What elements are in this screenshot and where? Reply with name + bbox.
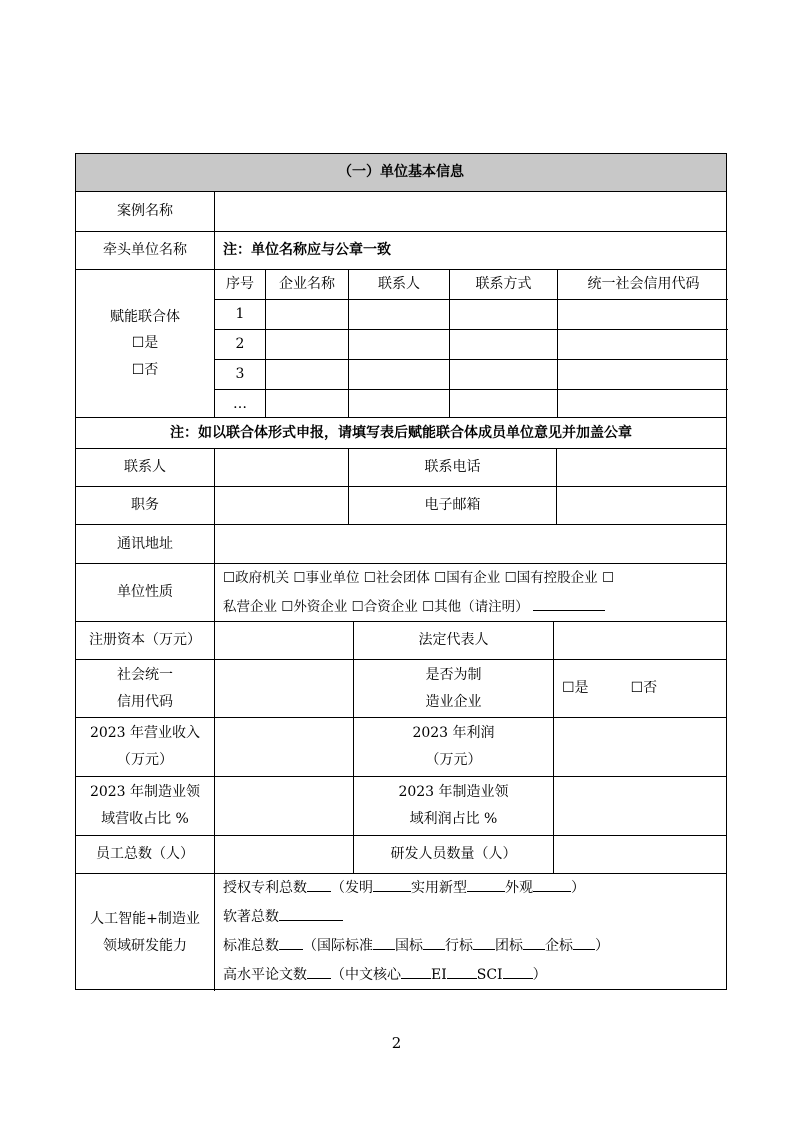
member-credit-code-field[interactable] bbox=[557, 300, 729, 329]
standards-label: 标准总数 bbox=[223, 938, 279, 954]
unit-nature-line-1[interactable]: ☐政府机关 ☐事业单位 ☐社会团体 ☐国有企业 ☐国有控股企业 ☐ bbox=[223, 570, 615, 586]
consortium-note-row bbox=[76, 417, 726, 448]
member-seq: … bbox=[233, 395, 247, 412]
patents-close: ） bbox=[571, 880, 585, 896]
mfg-profit-field[interactable] bbox=[553, 777, 728, 835]
credit-code-field[interactable] bbox=[214, 660, 353, 717]
col-seq: 序号 bbox=[226, 276, 254, 293]
member-contact-method-field[interactable] bbox=[449, 330, 557, 359]
col-contact-method: 联系方式 bbox=[449, 270, 557, 299]
standards-enterprise-label: 企标 bbox=[545, 938, 573, 954]
contact-row bbox=[76, 448, 726, 486]
papers-line bbox=[223, 961, 547, 990]
lead-unit-note[interactable]: 注：单位名称应与公章一致 bbox=[214, 232, 728, 269]
rd-capability-label-line-1: 人工智能+制造业 bbox=[90, 910, 200, 927]
email-label: 电子邮箱 bbox=[348, 487, 556, 524]
revenue-label bbox=[76, 718, 214, 776]
mfg-revenue-label bbox=[76, 777, 214, 835]
profit-field[interactable] bbox=[553, 718, 728, 776]
software-line bbox=[223, 903, 343, 932]
standards-enterprise-blank[interactable] bbox=[573, 935, 595, 950]
mfg-share-row bbox=[76, 776, 726, 835]
papers-sci-blank[interactable] bbox=[503, 964, 533, 979]
case-name-row bbox=[76, 191, 726, 231]
mfg-profit-label-line-2: 域利润占比 % bbox=[409, 811, 498, 827]
standards-industry-blank[interactable] bbox=[473, 935, 495, 950]
patents-line bbox=[223, 874, 585, 903]
profit-label-line-2: （万元） bbox=[425, 752, 482, 768]
position-row bbox=[76, 486, 726, 524]
standards-line bbox=[223, 932, 609, 961]
patents-invention-label: （发明 bbox=[331, 880, 373, 896]
case-name-field[interactable] bbox=[214, 192, 728, 231]
member-contact-field[interactable] bbox=[348, 300, 449, 329]
section-header-row bbox=[76, 154, 726, 191]
standards-group-label: 团标 bbox=[495, 938, 523, 954]
patents-design-label: 外观 bbox=[505, 880, 533, 896]
legal-rep-label: 法定代表人 bbox=[353, 622, 553, 659]
col-company: 企业名称 bbox=[265, 270, 348, 299]
is-manufacturer-no-checkbox[interactable]: ☐否 bbox=[630, 680, 658, 697]
member-contact-field[interactable] bbox=[348, 360, 449, 389]
unit-nature-row bbox=[76, 563, 726, 621]
consortium-member-row bbox=[215, 359, 728, 389]
rd-capability-label-line-2: 领域研发能力 bbox=[103, 937, 187, 954]
consortium-note: 注：如以联合体形式申报，请填写表后赋能联合体成员单位意见并加盖公章 bbox=[170, 424, 632, 441]
rd-capability-label bbox=[76, 874, 214, 991]
legal-rep-field[interactable] bbox=[553, 622, 728, 659]
other-specify-blank[interactable] bbox=[533, 596, 605, 611]
unit-nature-line-2-wrap bbox=[223, 593, 605, 622]
revenue-label-line-2: （万元） bbox=[117, 752, 173, 768]
revenue-field[interactable] bbox=[214, 718, 353, 776]
rd-staff-label: 研发人员数量（人） bbox=[353, 836, 553, 873]
standards-national-label: 国标 bbox=[395, 938, 423, 954]
standards-industry-label: 行标 bbox=[445, 938, 473, 954]
section-title: （一）单位基本信息 bbox=[76, 154, 726, 191]
papers-label: 高水平论文数 bbox=[223, 967, 307, 983]
consortium-member-row bbox=[215, 329, 728, 359]
unit-nature-line-2[interactable]: 私营企业 ☐外资企业 ☐合资企业 ☐其他（请注明） bbox=[223, 599, 529, 615]
patents-total-blank[interactable] bbox=[307, 877, 331, 892]
mfg-revenue-label-line-1: 2023 年制造业领 bbox=[89, 784, 201, 801]
member-seq: 1 bbox=[235, 306, 245, 323]
standards-intl-blank[interactable] bbox=[373, 935, 395, 950]
position-field[interactable] bbox=[214, 487, 348, 524]
standards-national-blank[interactable] bbox=[423, 935, 445, 950]
basic-info-table bbox=[75, 153, 727, 990]
address-label: 通讯地址 bbox=[117, 535, 173, 552]
consortium-label-cell bbox=[76, 270, 214, 417]
patents-design-blank[interactable] bbox=[533, 877, 571, 892]
page-number: 2 bbox=[391, 1034, 402, 1052]
standards-close: ） bbox=[595, 938, 609, 954]
mfg-revenue-field[interactable] bbox=[214, 777, 353, 835]
papers-close: ） bbox=[532, 967, 547, 983]
is-manufacturer-options bbox=[553, 660, 728, 717]
contact-field[interactable] bbox=[214, 449, 348, 486]
member-contact-field[interactable] bbox=[348, 330, 449, 359]
consortium-member-row bbox=[215, 389, 728, 418]
papers-ei-blank[interactable] bbox=[447, 964, 477, 979]
credit-code-label-line-1: 社会统一 bbox=[117, 666, 173, 683]
phone-label: 联系电话 bbox=[348, 449, 556, 486]
profit-label bbox=[353, 718, 553, 776]
rd-staff-field[interactable] bbox=[553, 836, 728, 873]
papers-total-blank[interactable] bbox=[307, 964, 331, 979]
employees-field[interactable] bbox=[214, 836, 353, 873]
col-credit-code: 统一社会信用代码 bbox=[557, 270, 729, 299]
lead-unit-row bbox=[76, 231, 726, 269]
email-field[interactable] bbox=[556, 487, 728, 524]
is-manufacturer-label bbox=[353, 660, 553, 717]
consortium-members-grid bbox=[214, 270, 728, 417]
consortium-yes-checkbox[interactable]: ☐是 bbox=[131, 335, 159, 352]
member-credit-code-field[interactable] bbox=[557, 330, 729, 359]
rd-capability-row bbox=[76, 873, 726, 991]
member-company-field[interactable] bbox=[265, 360, 348, 389]
credit-code-label-line-2: 信用代码 bbox=[117, 693, 173, 710]
position-label: 职务 bbox=[131, 497, 159, 514]
address-row bbox=[76, 524, 726, 563]
papers-sci-label: SCI bbox=[476, 967, 503, 983]
is-manufacturer-yes-checkbox[interactable]: ☐是 bbox=[562, 680, 589, 697]
lead-unit-label: 牵头单位名称 bbox=[103, 242, 187, 259]
mfg-profit-label bbox=[353, 777, 553, 835]
case-name-label: 案例名称 bbox=[117, 203, 173, 220]
software-label: 软著总数 bbox=[223, 909, 279, 925]
papers-core-blank[interactable] bbox=[401, 964, 431, 979]
patents-label: 授权专利总数 bbox=[223, 880, 307, 896]
member-contact-field[interactable] bbox=[348, 390, 449, 418]
patents-utility-label: 实用新型 bbox=[411, 880, 467, 896]
contact-label: 联系人 bbox=[124, 459, 166, 476]
standards-intl-label: （国际标准 bbox=[303, 938, 373, 954]
member-contact-method-field[interactable] bbox=[449, 390, 557, 418]
patents-utility-blank[interactable] bbox=[467, 877, 505, 892]
unit-nature-label: 单位性质 bbox=[117, 584, 173, 601]
revenue-row bbox=[76, 717, 726, 776]
capital-field[interactable] bbox=[214, 622, 353, 659]
address-field[interactable] bbox=[214, 525, 728, 563]
member-company-field[interactable] bbox=[265, 330, 348, 359]
capital-row bbox=[76, 621, 726, 659]
consortium-member-row bbox=[215, 299, 728, 329]
rd-capability-fields bbox=[214, 874, 728, 991]
is-manufacturer-label-line-1: 是否为制 bbox=[425, 666, 482, 683]
credit-code-label bbox=[76, 660, 214, 717]
revenue-label-line-1: 2023 年营业收入 bbox=[89, 725, 201, 742]
member-company-field[interactable] bbox=[265, 390, 348, 418]
consortium-no-checkbox[interactable]: ☐否 bbox=[131, 361, 159, 378]
credit-code-row bbox=[76, 659, 726, 717]
capital-label: 注册资本（万元） bbox=[89, 632, 201, 649]
consortium-row bbox=[76, 269, 726, 417]
standards-group-blank[interactable] bbox=[523, 935, 545, 950]
consortium-header-row bbox=[215, 270, 728, 299]
consortium-label: 赋能联合体 bbox=[110, 308, 180, 325]
software-blank[interactable] bbox=[279, 906, 343, 921]
papers-ei-label: EI bbox=[431, 967, 447, 983]
mfg-revenue-label-line-2: 域营收占比 % bbox=[101, 811, 189, 827]
member-credit-code-field[interactable] bbox=[557, 390, 729, 418]
patents-invention-blank[interactable] bbox=[373, 877, 411, 892]
employees-row bbox=[76, 835, 726, 873]
papers-core-label: （中文核心 bbox=[331, 967, 401, 983]
member-contact-method-field[interactable] bbox=[449, 360, 557, 389]
profit-label-line-1: 2023 年利润 bbox=[412, 725, 495, 742]
member-contact-method-field[interactable] bbox=[449, 300, 557, 329]
unit-nature-options[interactable] bbox=[214, 564, 728, 621]
col-contact: 联系人 bbox=[348, 270, 449, 299]
standards-total-blank[interactable] bbox=[279, 935, 303, 950]
phone-field[interactable] bbox=[556, 449, 728, 486]
is-manufacturer-label-line-2: 造业企业 bbox=[425, 693, 482, 710]
employees-label: 员工总数（人） bbox=[96, 846, 194, 863]
mfg-profit-label-line-1: 2023 年制造业领 bbox=[398, 784, 509, 801]
member-credit-code-field[interactable] bbox=[557, 360, 729, 389]
member-seq: 3 bbox=[235, 366, 245, 383]
member-seq: 2 bbox=[235, 336, 245, 353]
member-company-field[interactable] bbox=[265, 300, 348, 329]
